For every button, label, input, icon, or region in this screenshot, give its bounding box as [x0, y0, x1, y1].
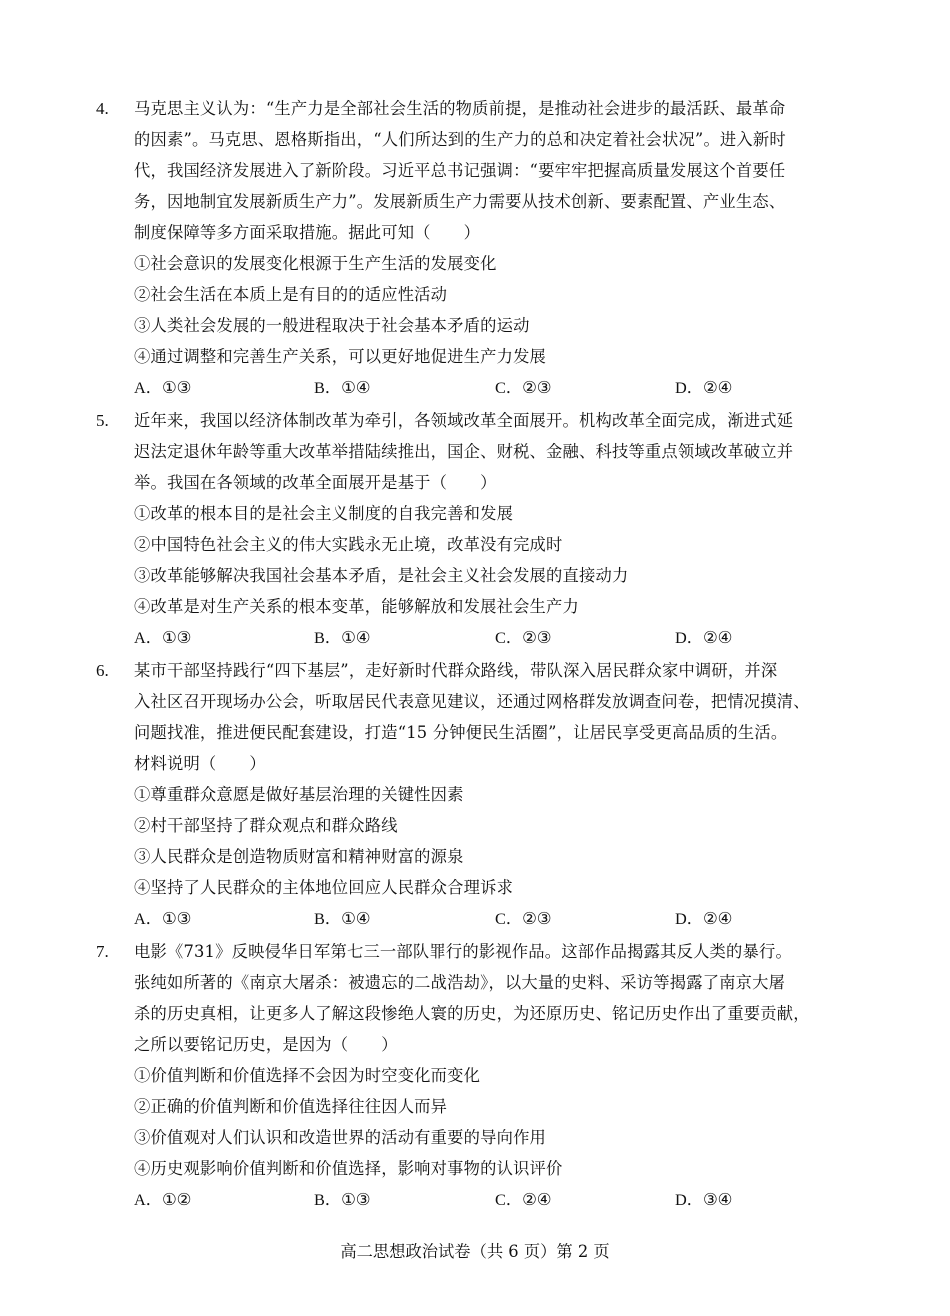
option-letter: D． [675, 628, 704, 647]
option-text: ①④ [341, 909, 371, 928]
question-5 [96, 405, 866, 653]
option-letter: B． [314, 628, 342, 647]
question-6 [96, 655, 866, 934]
options-row [134, 372, 866, 403]
question-body [134, 405, 866, 653]
question-number: 4. [96, 99, 109, 118]
option-a [134, 622, 191, 653]
option-text: ①② [162, 1190, 192, 1209]
option-text: ③④ [703, 1190, 733, 1209]
stem-line: 杀的历史真相，让更多人了解这段惨绝人寰的历史，为还原历史、铭记历史作出了重要贡献， [134, 1004, 810, 1023]
question-number: 7. [96, 942, 109, 961]
option-text: ①③ [162, 909, 192, 928]
option-a [134, 1184, 191, 1215]
options-row [134, 903, 866, 934]
option-letter: A． [134, 909, 163, 928]
question-7 [96, 936, 866, 1215]
option-letter: B． [314, 909, 342, 928]
stem-line: 入社区召开现场办公会，听取居民代表意见建议，还通过网格群发放调查问卷，把情况摸清、 [134, 692, 810, 711]
option-b [314, 903, 370, 934]
statement: ①尊重群众意愿是做好基层治理的关键性因素 [134, 785, 464, 804]
option-c [495, 622, 551, 653]
option-d [675, 372, 732, 403]
statement: ②社会生活在本质上是有目的的适应性活动 [134, 285, 448, 304]
stem-line: 马克思主义认为：“生产力是全部社会生活的物质前提，是推动社会进步的最活跃、最革命 [134, 99, 786, 118]
option-text: ②③ [522, 378, 552, 397]
option-letter: D． [675, 909, 704, 928]
option-letter: C． [495, 1190, 523, 1209]
stem-line: 的因素”。马克思、恩格斯指出，“人们所达到的生产力的总和决定着社会状况”。进入新时 [134, 130, 786, 149]
option-d [675, 903, 732, 934]
question-4 [96, 93, 866, 403]
statement: ②中国特色社会主义的伟大实践永无止境，改革没有完成时 [134, 535, 563, 554]
statement: ④历史观影响价值判断和价值选择，影响对事物的认识评价 [134, 1159, 563, 1178]
statement: ③人民群众是创造物质财富和精神财富的源泉 [134, 847, 464, 866]
option-b [314, 1184, 370, 1215]
option-text: ②④ [703, 378, 733, 397]
options-row [134, 1184, 866, 1215]
option-letter: A． [134, 378, 163, 397]
stem-line: 举。我国在各领域的改革全面展开是基于（ ） [134, 473, 497, 492]
option-c [495, 1184, 551, 1215]
statement: ①社会意识的发展变化根源于生产生活的发展变化 [134, 254, 497, 273]
option-b [314, 622, 370, 653]
option-letter: A． [134, 1190, 163, 1209]
option-b [314, 372, 370, 403]
stem-line: 迟法定退休年龄等重大改革举措陆续推出，国企、财税、金融、科技等重点领域改革破立并 [134, 442, 794, 461]
stem-line: 某市干部坚持践行“四下基层”，走好新时代群众路线，带队深入居民群众家中调研，并深 [134, 661, 778, 680]
question-body [134, 936, 866, 1215]
stem-line: 务，因地制宜发展新质生产力”。发展新质生产力需要从技术创新、要素配置、产业生态、 [134, 192, 786, 211]
option-letter: A． [134, 628, 163, 647]
statement: ④通过调整和完善生产关系，可以更好地促进生产力发展 [134, 347, 547, 366]
stem-line: 材料说明（ ） [134, 754, 266, 773]
page-footer: 高二思想政治试卷（共 6 页）第 2 页 [340, 1242, 610, 1261]
statement: ④改革是对生产关系的根本变革，能够解放和发展社会生产力 [134, 597, 579, 616]
statement: ④坚持了人民群众的主体地位回应人民群众合理诉求 [134, 878, 514, 897]
option-text: ①④ [341, 628, 371, 647]
question-body [134, 655, 866, 934]
statement: ③改革能够解决我国社会基本矛盾，是社会主义社会发展的直接动力 [134, 566, 629, 585]
statement: ②正确的价值判断和价值选择往往因人而异 [134, 1097, 448, 1116]
option-text: ①④ [341, 378, 371, 397]
option-text: ②④ [703, 628, 733, 647]
option-c [495, 372, 551, 403]
stem-line: 代，我国经济发展进入了新阶段。习近平总书记强调：“要牢牢把握高质量发展这个首要任 [134, 161, 786, 180]
options-row [134, 622, 866, 653]
stem-line: 之所以要铭记历史，是因为（ ） [134, 1035, 398, 1054]
statement: ③人类社会发展的一般进程取决于社会基本矛盾的运动 [134, 316, 530, 335]
option-text: ①③ [341, 1190, 371, 1209]
question-body [134, 93, 866, 403]
option-letter: D． [675, 1190, 704, 1209]
option-c [495, 903, 551, 934]
option-d [675, 1184, 732, 1215]
option-d [675, 622, 732, 653]
stem-line: 张纯如所著的《南京大屠杀：被遗忘的二战浩劫》，以大量的史料、采访等揭露了南京大屠 [134, 973, 786, 992]
question-number: 6. [96, 661, 109, 680]
option-text: ①③ [162, 628, 192, 647]
statement: ①改革的根本目的是社会主义制度的自我完善和发展 [134, 504, 514, 523]
option-letter: C． [495, 378, 523, 397]
option-letter: C． [495, 628, 523, 647]
option-a [134, 372, 191, 403]
question-number: 5. [96, 411, 109, 430]
statement: ③价值观对人们认识和改造世界的活动有重要的导向作用 [134, 1128, 547, 1147]
stem-line: 近年来，我国以经济体制改革为牵引，各领域改革全面展开。机构改革全面完成，渐进式延 [134, 411, 794, 430]
option-text: ②④ [522, 1190, 552, 1209]
option-letter: C． [495, 909, 523, 928]
option-letter: B． [314, 1190, 342, 1209]
stem-line: 问题找准，推进便民配套建设，打造“15 分钟便民生活圈”，让居民享受更高品质的生活。 [134, 723, 788, 742]
statement: ②村干部坚持了群众观点和群众路线 [134, 816, 398, 835]
option-text: ②③ [522, 628, 552, 647]
statement: ①价值判断和价值选择不会因为时空变化而变化 [134, 1066, 481, 1085]
option-text: ①③ [162, 378, 192, 397]
option-a [134, 903, 191, 934]
option-text: ②④ [703, 909, 733, 928]
option-text: ②③ [522, 909, 552, 928]
stem-line: 电影《731》反映侵华日军第七三一部队罪行的影视作品。这部作品揭露其反人类的暴行。 [134, 942, 792, 961]
option-letter: B． [314, 378, 342, 397]
option-letter: D． [675, 378, 704, 397]
stem-line: 制度保障等多方面采取措施。据此可知（ ） [134, 223, 481, 242]
